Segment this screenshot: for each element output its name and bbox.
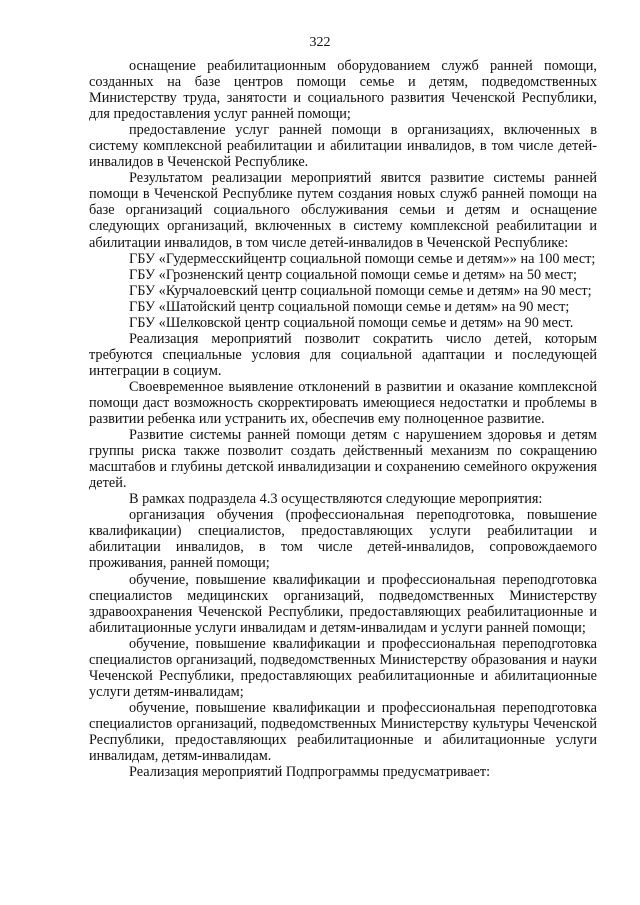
paragraph: Развитие системы ранней помощи детям с нарушением здоровья и детям группы риска также позволит создать действенный механизм по сокращению масштабов и глубины детской инвалидизации и сохранению семейного окружения детей. (89, 427, 597, 492)
body-text (89, 58, 597, 780)
list-item: ГБУ «Шелковской центр социальной помощи семье и детям» на 90 мест. (129, 314, 574, 331)
list-item: ГБУ «Курчалоевский центр социальной помощи семье и детям» на 90 мест; (129, 282, 592, 299)
list-item: ГБУ «Шатойский центр социальной помощи семье и детям» на 90 мест; (129, 298, 570, 315)
list-item: обучение, повышение квалификации и профессиональная переподготовка специалистов медицинских организаций, подведомственных Министерству здравоохранения Чеченской Республики, предоставляющих реабилитационные и абилитационные услуги инвалидам и детям-инвалидам и услуги ранней помощи; (89, 571, 597, 636)
paragraph: В рамках подраздела 4.3 осуществляются следующие мероприятия: (129, 491, 543, 508)
list-item: ГБУ «Грозненский центр социальной помощи семье и детям» на 50 мест; (129, 266, 577, 283)
list-item: ГБУ «Гудермесскийцентр социальной помощи семье и детям»» на 100 мест; (129, 250, 596, 267)
paragraph: оснащение реабилитационным оборудованием служб ранней помощи, созданных на базе центров помощи семье и детям, подведомственных Министерству труда, занятости и социального развития Чеченской Республики, для предоставления услуг ранней помощи; (89, 58, 597, 123)
list-item: обучение, повышение квалификации и профессиональная переподготовка специалистов организаций, подведомственных Министерству культуры Чеченской Республики, предоставляющих реабилитационные и абилитационные услуги инвалидам, детям-инвалидам. (89, 699, 597, 765)
paragraph: Реализация мероприятий Подпрограммы предусматривает: (129, 764, 491, 781)
list-item: организация обучения (профессиональная переподготовка, повышение квалификации) специалистов, предоставляющих услуги реабилитации и абилитации инвалидов, в том числе детей-инвалидов, сопровождаемого проживания, ранней помощи; (89, 507, 597, 572)
paragraph: Результатом реализации мероприятий явится развитие системы ранней помощи в Чеченской Республике путем создания новых служб ранней помощи на базе организаций социального обслуживания семьи и детям и оснащение следующих организаций, включенных в систему комплексной реабилитации и абилитации инвалидов, в том числе детей-инвалидов в Чеченской Республике: (89, 170, 597, 251)
paragraph: Своевременное выявление отклонений в развитии и оказание комплексной помощи даст возможность скорректировать имеющиеся недостатки и проблемы в развитии ребенка или устранить их, обеспечив ему полноценное развитие. (89, 378, 597, 428)
paragraph: предоставление услуг ранней помощи в организациях, включенных в систему комплексной реабилитации и абилитации инвалидов, в том числе детей-инвалидов в Чеченской Республике. (89, 122, 597, 171)
paragraph: Реализация мероприятий позволит сократить число детей, которым требуются специальные условия для социальной адаптации и последующей интеграции в социум. (89, 330, 597, 379)
list-item: обучение, повышение квалификации и профессиональная переподготовка специалистов организаций, подведомственных Министерству образования и науки Чеченской Республики, предоставляющих реабилитационные и абилитационные услуги детям-инвалидам; (89, 635, 597, 700)
page-number: 322 (309, 35, 331, 50)
